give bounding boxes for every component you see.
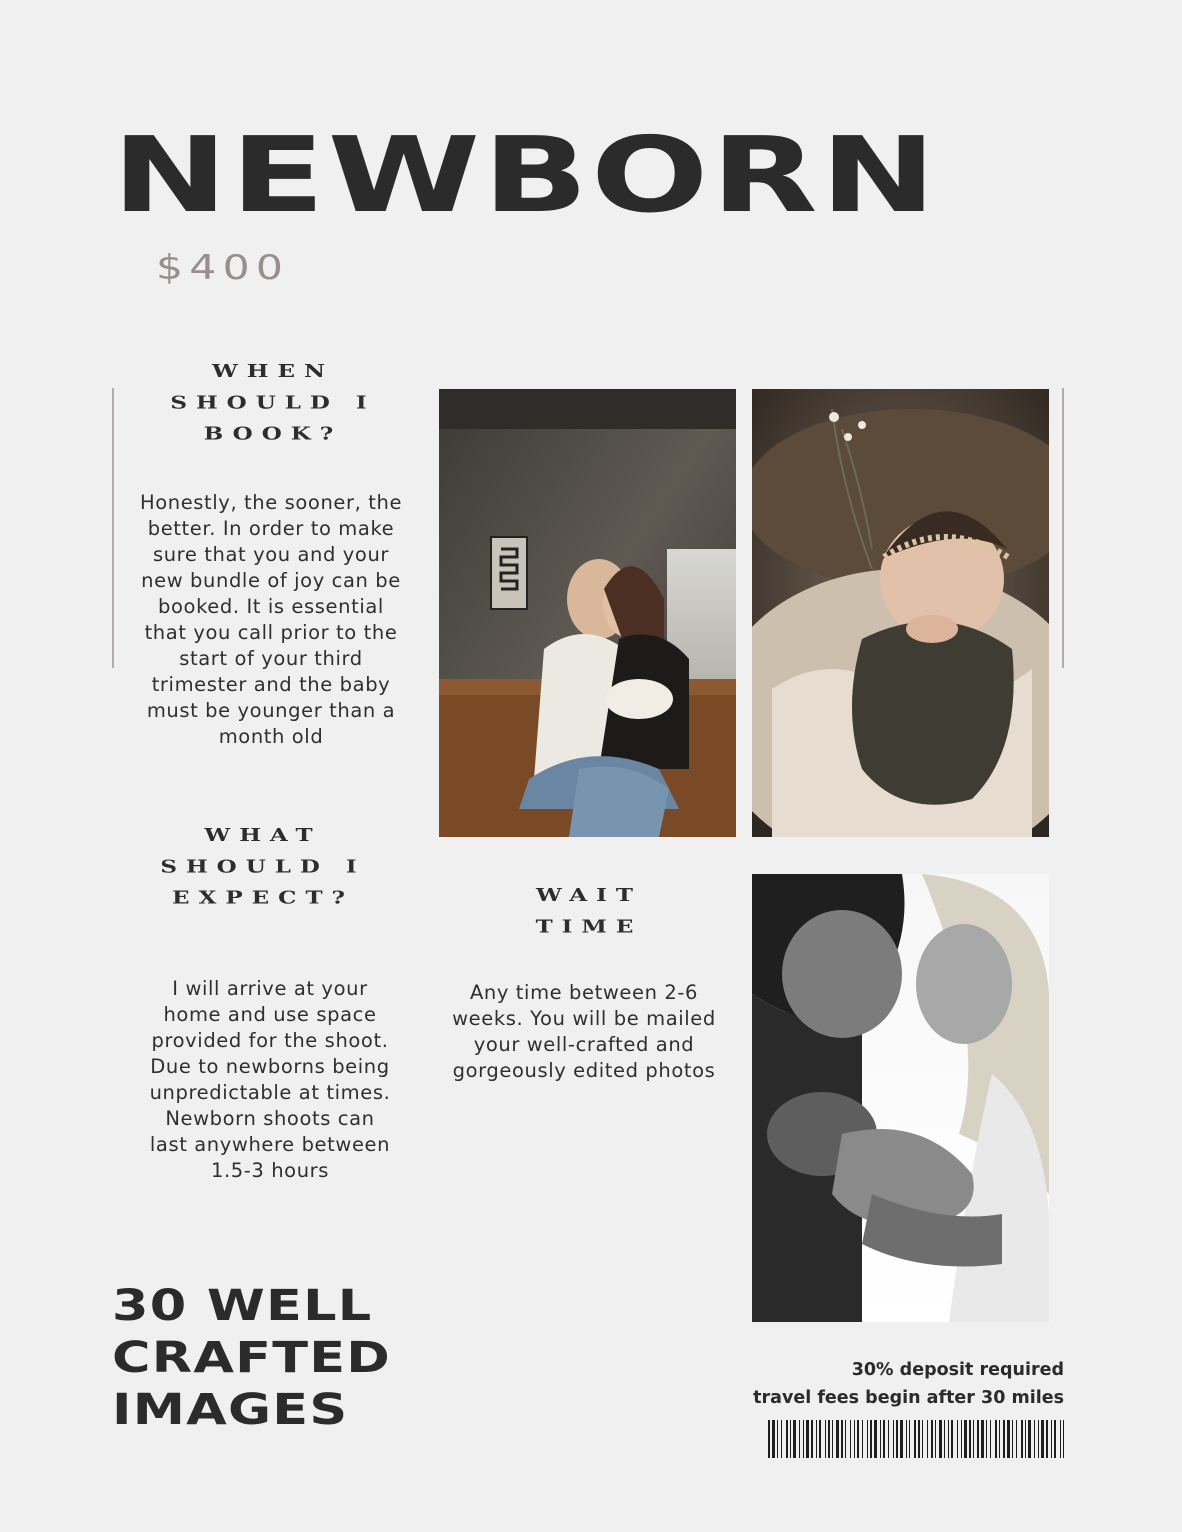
barcode-bar xyxy=(850,1420,851,1458)
expect-heading xyxy=(108,820,418,914)
barcode-bar xyxy=(948,1420,949,1458)
barcode-bar xyxy=(1007,1420,1010,1458)
barcode-bar xyxy=(832,1420,833,1458)
when-heading-line-2: SHOULD I xyxy=(170,391,376,413)
expect-body: I will arrive at your home and use space provided for the shoot. Due to newborns being unpredictable at times. Newborn shoots can last anywhere between 1.5-3 hours xyxy=(149,977,391,1182)
barcode-bar xyxy=(793,1420,796,1458)
travel-fee-note: travel fees begin after 30 miles xyxy=(753,1388,1064,1408)
when-heading-line-1: WHEN xyxy=(211,360,335,382)
barcode-bar xyxy=(768,1420,770,1458)
barcode-bar xyxy=(939,1420,942,1458)
barcode-bar xyxy=(828,1420,830,1458)
barcode-bar xyxy=(1038,1420,1039,1458)
images-title-line-3: IMAGES xyxy=(112,1385,349,1435)
barcode-bar xyxy=(874,1420,877,1458)
deposit-note: 30% deposit required xyxy=(851,1360,1064,1380)
barcode-bar xyxy=(888,1420,889,1458)
barcode-bar xyxy=(951,1420,953,1458)
barcode-bar xyxy=(914,1420,916,1458)
barcode-bar xyxy=(777,1420,778,1458)
wait-heading-line-1: WAIT xyxy=(535,884,643,906)
barcode-bar xyxy=(883,1420,885,1458)
barcode-bar xyxy=(973,1420,974,1458)
newborn-wrapped-photo xyxy=(752,389,1049,837)
barcode-bar xyxy=(1054,1420,1056,1458)
barcode-bar xyxy=(1063,1420,1064,1458)
barcode-bar xyxy=(922,1420,923,1458)
barcode-bar xyxy=(969,1420,971,1458)
barcode-bar xyxy=(906,1420,907,1458)
barcode-bar xyxy=(845,1420,846,1458)
expect-heading-line-2: SHOULD I xyxy=(160,855,366,877)
barcode-bar xyxy=(862,1420,863,1458)
barcode-bar xyxy=(1025,1420,1026,1458)
barcode-bar xyxy=(995,1420,997,1458)
wait-body: Any time between 2-6 weeks. You will be mailed your well-crafted and gorgeously edited photos xyxy=(452,981,716,1082)
barcode-bar xyxy=(819,1420,821,1458)
barcode-bar xyxy=(999,1420,1000,1458)
barcode-bar xyxy=(981,1420,984,1458)
barcode-bar xyxy=(927,1420,928,1458)
barcode-bar xyxy=(986,1420,987,1458)
barcode-bar xyxy=(841,1420,843,1458)
barcode-bar xyxy=(799,1420,800,1458)
right-divider xyxy=(1062,388,1064,668)
barcode-bar xyxy=(772,1420,775,1458)
barcode-bar xyxy=(1046,1420,1048,1458)
page-title: NEWBORN xyxy=(112,114,939,236)
barcode-bar xyxy=(1016,1420,1017,1458)
barcode-bar xyxy=(786,1420,788,1458)
barcode-bar xyxy=(961,1420,962,1458)
barcode-bar xyxy=(816,1420,817,1458)
images-count-title xyxy=(112,1280,624,1436)
parents-baby-bw-photo xyxy=(752,874,1049,1322)
barcode-bar xyxy=(935,1420,936,1458)
barcode-bar xyxy=(870,1420,872,1458)
barcode-bar xyxy=(900,1420,903,1458)
barcode-bar xyxy=(857,1420,859,1458)
when-heading-line-3: BOOK? xyxy=(203,423,343,445)
barcode-bar xyxy=(964,1420,967,1458)
barcode-bar xyxy=(836,1420,839,1458)
barcode-bar xyxy=(931,1420,933,1458)
barcode-bar xyxy=(854,1420,855,1458)
barcode-bar xyxy=(1021,1420,1023,1458)
images-title-line-2: CRAFTED xyxy=(112,1333,392,1383)
barcode-bar xyxy=(909,1420,910,1458)
wait-heading-line-2: TIME xyxy=(535,915,643,937)
barcode-graphic xyxy=(768,1420,1064,1458)
wait-heading xyxy=(434,880,744,942)
when-heading xyxy=(118,356,428,450)
fine-print xyxy=(753,1356,1064,1412)
barcode-bar xyxy=(1034,1420,1035,1458)
barcode-bar xyxy=(944,1420,945,1458)
barcode-bar xyxy=(1003,1420,1005,1458)
barcode-bar xyxy=(918,1420,920,1458)
when-body: Honestly, the sooner, the better. In order to make sure that you and your new bundle of joy can be booked. It is essential that you call prior to the start of your third trimester and the baby must be younger than a month old xyxy=(139,491,403,748)
barcode-bar xyxy=(1041,1420,1044,1458)
barcode-bar xyxy=(806,1420,809,1458)
barcode-bar xyxy=(1060,1420,1061,1458)
barcode-bar xyxy=(977,1420,979,1458)
couple-photo xyxy=(439,389,736,837)
barcode-bar xyxy=(867,1420,868,1458)
barcode-bar xyxy=(790,1420,791,1458)
expect-heading-line-3: EXPECT? xyxy=(171,887,355,909)
barcode-bar xyxy=(1028,1420,1031,1458)
barcode-bar xyxy=(957,1420,958,1458)
barcode-bar xyxy=(803,1420,804,1458)
barcode-bar xyxy=(880,1420,881,1458)
barcode-bar xyxy=(811,1420,813,1458)
price: $400 xyxy=(156,248,290,288)
barcode-bar xyxy=(896,1420,898,1458)
barcode-bar xyxy=(990,1420,991,1458)
barcode-bar xyxy=(1051,1420,1052,1458)
barcode-bar xyxy=(825,1420,826,1458)
images-title-line-1: 30 WELL xyxy=(112,1281,373,1331)
barcode-bar xyxy=(781,1420,782,1458)
barcode-bar xyxy=(1012,1420,1013,1458)
left-divider xyxy=(112,388,114,668)
expect-heading-line-1: WHAT xyxy=(204,824,322,846)
barcode-bar xyxy=(893,1420,894,1458)
